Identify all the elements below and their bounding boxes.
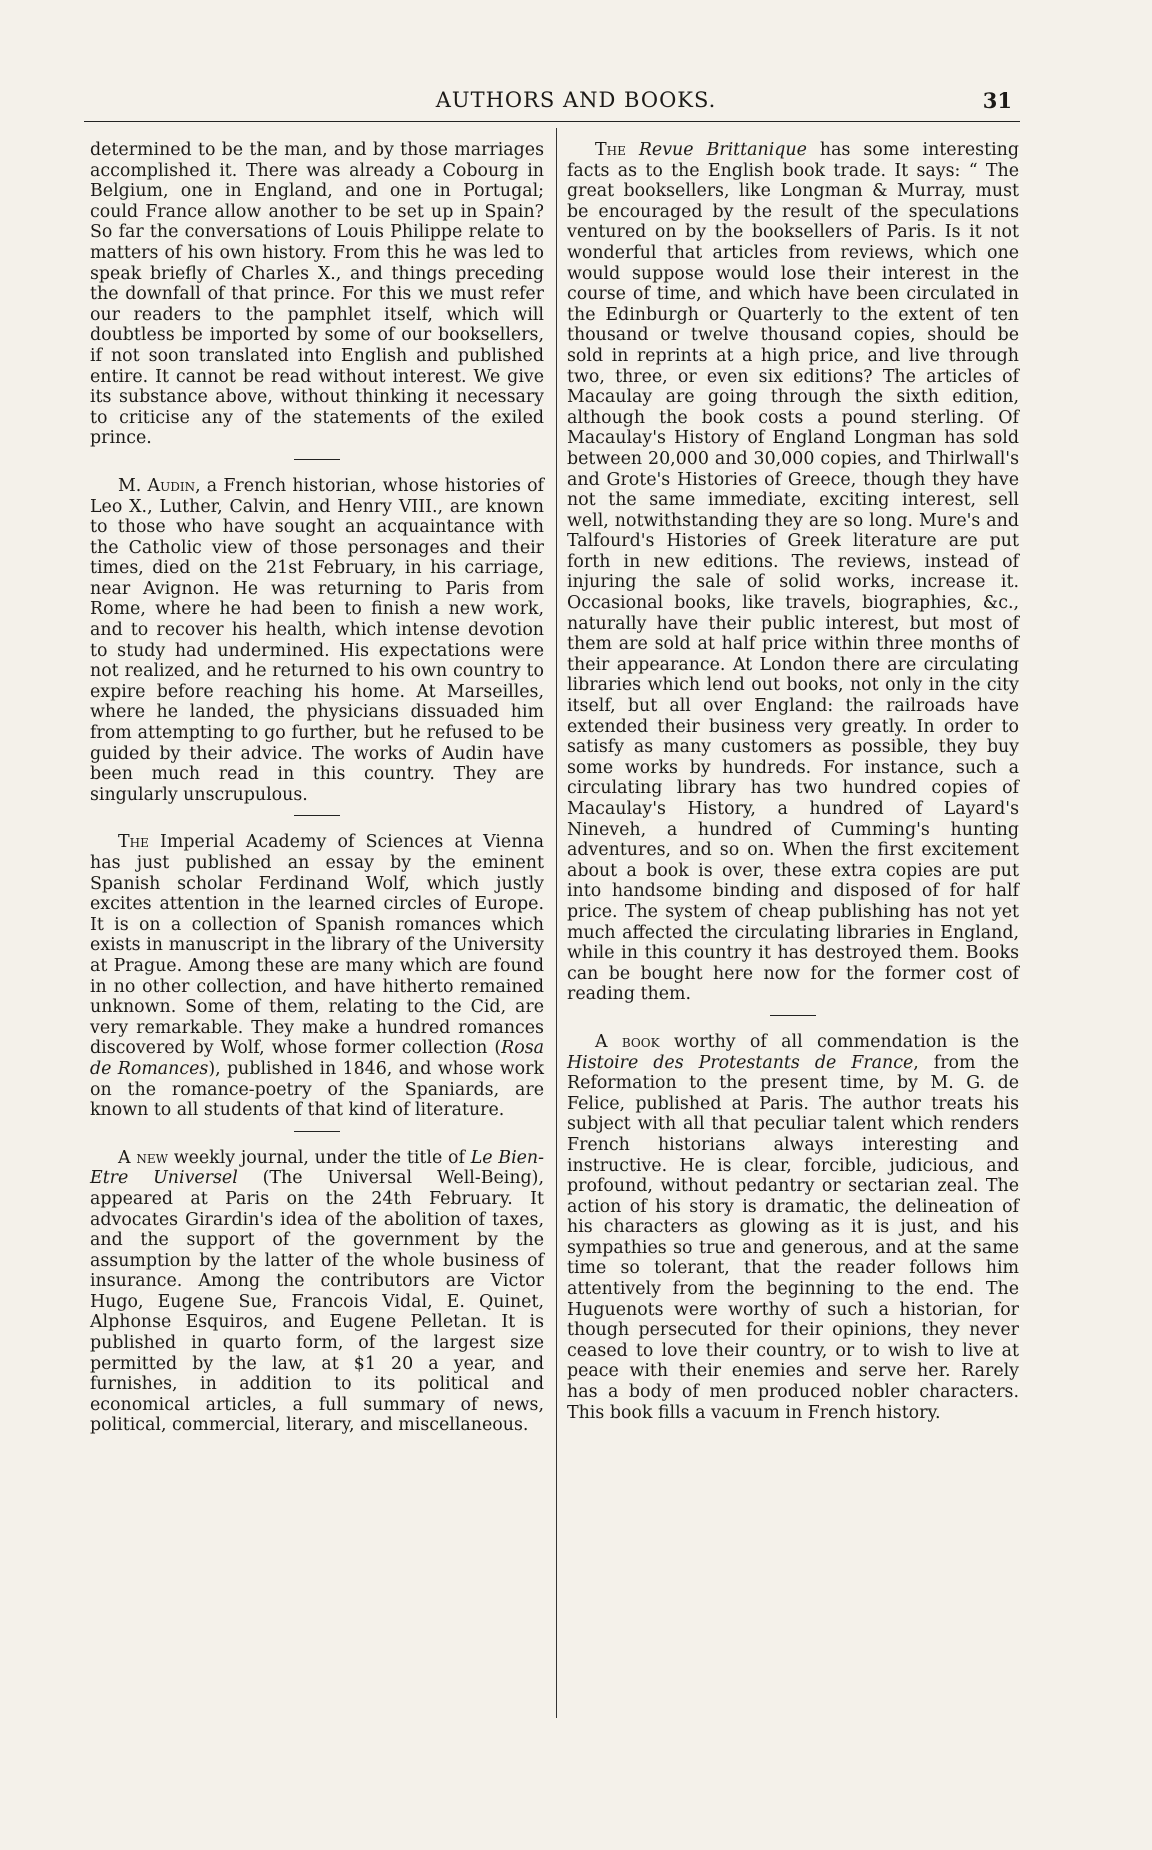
lead-text: The: [118, 832, 149, 853]
paragraph-histoire-protestants: [567, 1032, 1019, 1423]
column-divider: [556, 128, 557, 1718]
body-text: ), published in 1846, and whose work on the romance-poetry of the Spaniards, are known to all students of that kind of literature.: [90, 1058, 544, 1121]
body-text: a French historian, whose histories of Leo X., Luther, Calvin, and Henry VIII., are known to those who have sought an acquaintance with the Catholic view of those personages and their times, died on the 21st February, in his carriage, near Avignon. He was returning to Paris from Rome, where he had been to finish a new work, and to recover his health, which intense devotion to study had undermined. His expectations were not realized, and he returned to his own country to expire before reaching his home. At Marseilles, where he landed, the physicians dissuaded him from attempting to go further, but he refused to be guided by their advice. The works of Audin have been much read in this country. They are singularly unscrupulous.: [90, 475, 544, 805]
section-separator: [294, 1131, 340, 1132]
right-column: [567, 140, 1019, 1423]
header-rule: [84, 121, 1020, 122]
section-separator: [294, 459, 340, 460]
lead-text: The: [595, 140, 626, 160]
journal-title: Revue Brittanique: [638, 140, 807, 160]
section-separator: [294, 815, 340, 816]
body-text: weekly journal, under the title of: [167, 1147, 471, 1168]
paragraph-imperial-academy: [90, 832, 544, 1120]
running-title: AUTHORS AND BOOKS.: [435, 88, 717, 112]
book-title: Histoire des Protestants de France: [567, 1052, 914, 1073]
lead-text: A new: [118, 1147, 168, 1168]
journal-title: Le Bien-Etre Universel: [90, 1147, 545, 1189]
body-text: has some interesting facts as to the English book trade. It says: “ The great booksellers, like Longman & Murray, must be encouraged by the result of the speculations ventured on by the booksellers of Paris. Is it not wonderful that articles from reviews, which one would suppose would lose their interest in the course of time, and which have been circulated in the Edinburgh or Quarterly to the extent of ten thousand or twelve thousand copies, should be sold in reprints at a high price, and live through two, three, or even six editions? The articles of Macaulay are going through the sixth edition, although the book costs a pound sterling. Of Macaulay's History of England Longman has sold between 20,000 and 30,000 copies, and Thirlwall's and Grote's Histories of Greece, though they have not the same immediate, exciting interest, sell well, notwithstanding they are so long. Mure's and Talfourd's Histories of Greek literature are put forth in new editions. The reviews, instead of injuring the sale of solid works, increase it. Occasional books, like travels, biographies, &c., naturally have their public interest, but most of them are sold at half price within three months of their appearance. At London there are circulating libraries which lend out books, not only in the city itself, but all over England: the railroads have extended their business very greatly. In order to satisfy as many customers as possible, they buy some works by hundreds. For instance, such a circulating library has two hundred copies of Macaulay's History, a hundred of Layard's Nineveh, a hundred of Cumming's hunting adventures, and so on. When the first excitement about a book is over, these extra copies are put into handsome binding and disposed of for half price. The system of cheap publishing has not yet much affected the circulating libraries in England, while in this country it has destroyed them. Books can be bought here now for the former cost of reading them.: [567, 140, 1019, 1005]
lead-text: M. Audin,: [118, 475, 201, 496]
body-text: , from the Reformation to the present time, by M. G. de Felice, published at Paris. The author treats his subject with all that peculiar talent which renders French historians always interesting and instructive. He is clear, forcible, judicious, and profound, without pedantry or sectarian zeal. The action of his story is dramatic, the delineation of his characters as glowing as it is just, and his sympathies so true and generous, and at the same time so tolerant, that the reader follows him attentively from the beginning to the end. The Huguenots were worthy of such a historian, for though persecuted for their opinions, they never ceased to love their country, or to wish to live at peace with their enemies and serve her. Rarely has a body of men produced nobler characters. This book fills a vacuum in French history.: [567, 1052, 1019, 1423]
paragraph-bien-etre: [90, 1148, 544, 1436]
page-number: 31: [982, 88, 1012, 113]
book-title: Rosa de Romances: [90, 1038, 544, 1079]
section-separator: [770, 1015, 816, 1016]
lead-text: A book: [595, 1031, 660, 1052]
running-header: [0, 88, 1152, 120]
paragraph-audin: [90, 476, 544, 806]
body-text: Imperial Academy of Sciences at Vienna has just published an essay by the eminent Spanish scholar Ferdinand Wolf, which justly excites attention in the learned circles of Europe. It is on a collection of Spanish romances which exists in manuscript in the library of the University at Prague. Among these are many which are found in no other collection, and have hitherto remained unknown. Some of them, relating to the Cid, are very remarkable. They make a hundred romances discovered by Wolf, whose former collection (: [90, 832, 544, 1059]
paragraph-revue-brittanique: [567, 140, 1019, 1005]
paragraph-louis-philippe: determined to be the man, and by those marriages accomplished it. There was already a Cobourg in Belgium, one in England, and one in Portugal; could France allow another to be set up in Spain? So far the conversations of Louis Philippe relate to matters of his own history. From this he was led to speak briefly of Charles X., and things preceding the downfall of that prince. For this we must refer our readers to the pamphlet itself, which will doubtless be imported by some of our booksellers, if not soon translated into English and published entire. It cannot be read without interest. We give its substance above, without thinking it necessary to criticise any of the statements of the exiled prince.: [90, 140, 544, 449]
left-column: [90, 140, 544, 1436]
body-text: (The Universal Well-Being), appeared at Paris on the 24th February. It advocates Girardin's idea of the abolition of taxes, and the support of the government by the assumption by the latter of the whole business of insurance. Among the contributors are Victor Hugo, Eugene Sue, Francois Vidal, E. Quinet, Alphonse Esquiros, and Eugene Pelletan. It is published in quarto form, of the largest size permitted by the law, at $1 20 a year, and furnishes, in addition to its political and economical articles, a full summary of news, political, commercial, literary, and miscellaneous.: [90, 1168, 544, 1436]
body-text: worthy of all commendation is the: [659, 1031, 1019, 1052]
